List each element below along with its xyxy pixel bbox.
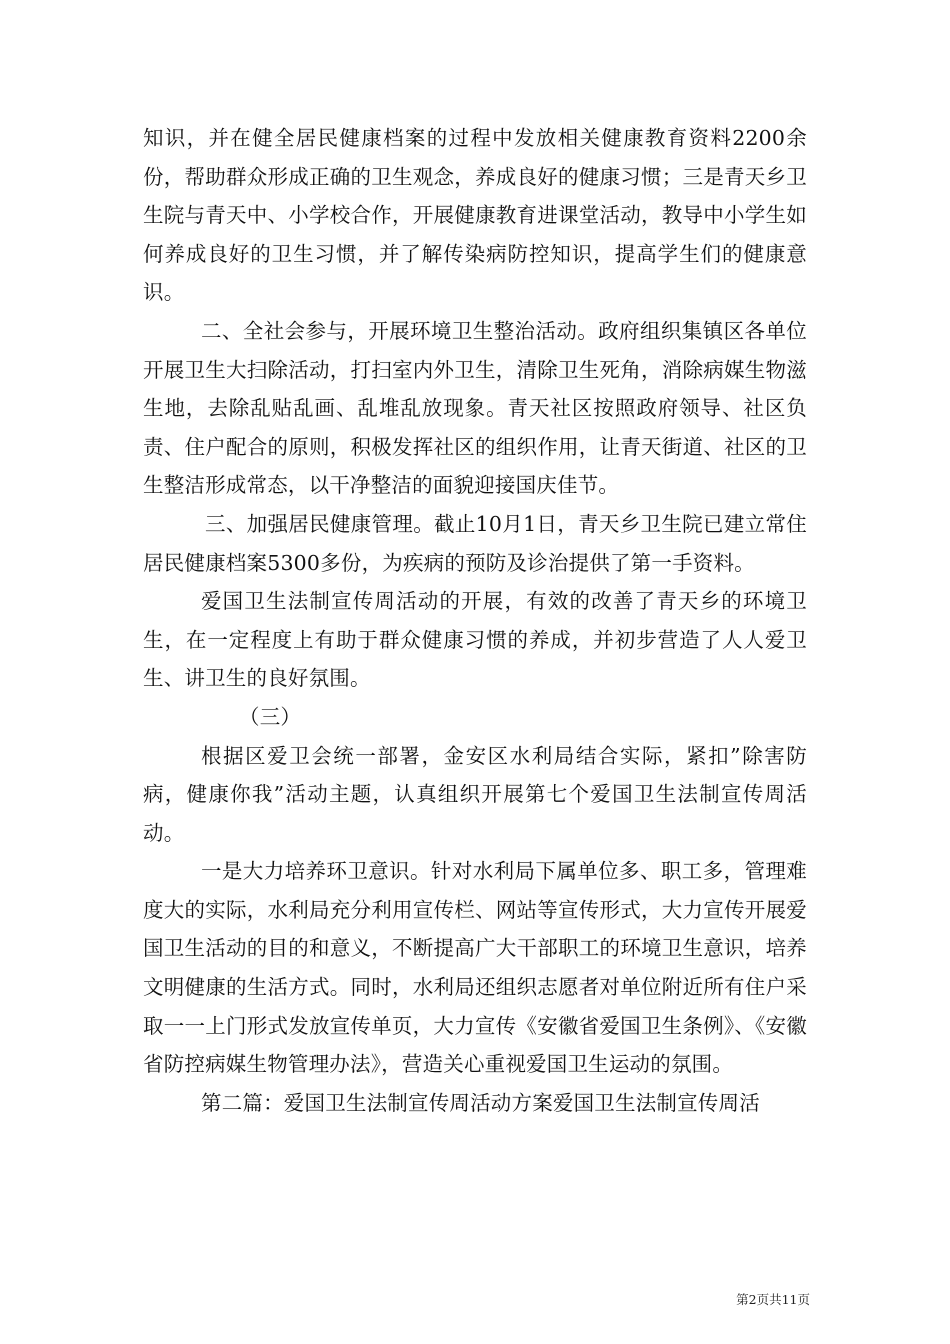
paragraph-environment-cleanup: 二、全社会参与，开展环境卫生整治活动。政府组织集镇区各单位开展卫生大扫除活动，打扫室内外卫生，清除卫生死角，消除病媒生物滋生地，去除乱贴乱画、乱堆乱放现象。青天社区按照政府领导、社区负责、住户配合的原则，积极发挥社区的组织作用，让青天街道、社区的卫生整洁形成常态，以干净整洁的面貌迎接国庆佳节。 — [143, 318, 807, 498]
page-footer: 第2页共11页 — [736, 1292, 810, 1307]
section-number: （三） — [239, 704, 302, 729]
paragraph-hygiene-awareness: 一是大力培养环卫意识。针对水利局下属单位多、职工多，管理难度大的实际，水利局充分利用宣传栏、网站等宣传形式，大力宣传开展爱国卫生活动的目的和意义，不断提高广大干部职工的环境卫生意识，培养文明健康的生活方式。同时，水利局还组织志愿者对单位附近所有住户采取一一上门形式发放宣传单页，大力宣传《安徽省爱国卫生条例》、《安徽省防控病媒生物管理办法》，营造关心重视爱国卫生运动的氛围。 — [143, 859, 807, 1077]
paragraph-second-article-title: 第二篇：爱国卫生法制宣传周活动方案爱国卫生法制宣传周活 — [201, 1090, 760, 1115]
document-body — [143, 119, 807, 1122]
paragraph-summary: 爱国卫生法制宣传周活动的开展，有效的改善了青天乡的环境卫生，在一定程度上有助于群众健康习惯的养成，并初步营造了人人爱卫生、讲卫生的良好氛围。 — [143, 589, 807, 691]
paragraph-health-education: 知识，并在健全居民健康档案的过程中发放相关健康教育资料2200余份，帮助群众形成正确的卫生观念，养成良好的健康习惯；三是青天乡卫生院与青天中、小学校合作，开展健康教育进课堂活动，教导中小学生如何养成良好的卫生习惯，并了解传染病防控知识，提高学生们的健康意识。 — [143, 126, 807, 305]
paragraph-water-bureau-intro: 根据区爱卫会统一部署，金安区水利局结合实际，紧扣”除害防病，健康你我”活动主题，认真组织开展第七个爱国卫生法制宣传周活动。 — [143, 743, 807, 845]
paragraph-health-management: 三、加强居民健康管理。截止10月1日，青天乡卫生院已建立常住居民健康档案5300多份，为疾病的预防及诊治提供了第一手资料。 — [143, 511, 807, 575]
